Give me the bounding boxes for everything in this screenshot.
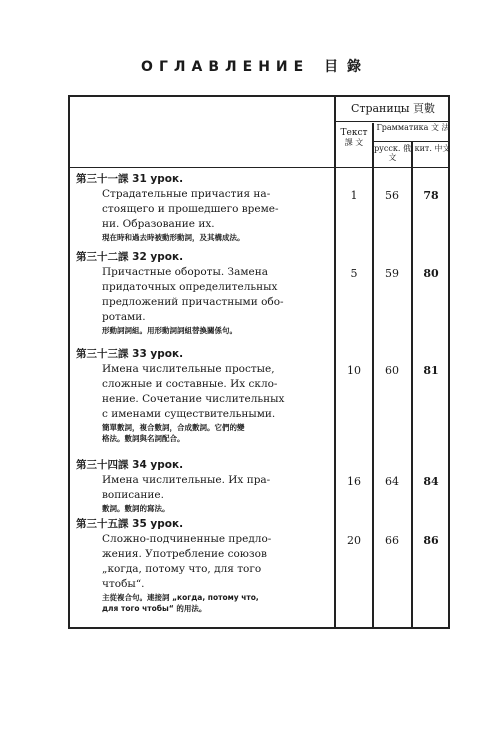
lesson-description: придаточных определительных: [102, 281, 278, 293]
lesson-description: Сложно-подчиненные предло-: [102, 533, 272, 545]
lesson-description: ни. Образование их.: [102, 218, 215, 230]
lesson-description: предложений причастными обо-: [102, 296, 284, 308]
page-number-rus: 64: [385, 475, 399, 488]
toc-entry: [76, 347, 326, 444]
page-title: [0, 56, 504, 76]
toc-entry: [76, 458, 326, 514]
lesson-description-chinese: 數詞。數詞的寫法。: [102, 504, 170, 513]
lesson-description: Причастные обороты. Замена: [102, 266, 268, 278]
lesson-description: вописание.: [102, 489, 164, 501]
text-header-zh: 課 文: [344, 137, 364, 147]
lesson-description: Страдательные причастия на-: [102, 188, 271, 200]
lesson-description-chinese: 主從複合句。連接詞 „когда, потому что,: [102, 593, 259, 602]
lesson-description-chinese: 形動詞詞組。用形動詞詞組替換關係句。: [102, 326, 237, 335]
lesson-heading: 第三十四課 34 урок.: [76, 459, 184, 471]
lesson-description: чтобы“.: [102, 578, 145, 590]
page-number-kit: 84: [423, 475, 439, 488]
russian-grammar-header: русск. 俄文: [374, 144, 411, 162]
lesson-description: стоящего и прошедшего време-: [102, 203, 279, 215]
page-number-rus: 60: [385, 364, 399, 377]
lesson-description: нение. Сочетание числительных: [102, 393, 285, 405]
lesson-heading: 第三十三課 33 урок.: [76, 348, 184, 360]
lesson-description-chinese: 格法。數詞與名詞配合。: [102, 434, 185, 443]
lesson-description: с именами существительными.: [102, 408, 276, 420]
lesson-heading: 第三十五課 35 урок.: [76, 518, 184, 530]
toc-entry: [76, 517, 326, 614]
chinese-grammar-header: кит. 中文: [414, 144, 451, 153]
page-number-kit: 86: [423, 534, 439, 547]
page-number-kit: 80: [423, 267, 439, 280]
page-number-text: 20: [347, 534, 361, 547]
toc-entry: [76, 172, 326, 243]
page-number-rus: 56: [385, 189, 399, 202]
contents-table: [68, 95, 450, 629]
lesson-description: Имена числительные. Их пра-: [102, 474, 271, 486]
text-header: [336, 129, 372, 148]
page-number-kit: 81: [423, 364, 439, 377]
lesson-description: жения. Употребление союзов: [102, 548, 267, 560]
lesson-heading: 第三十一課 31 урок.: [76, 173, 184, 185]
grammar-header: Грамматика 文 法: [376, 123, 450, 132]
page-number-text: 1: [350, 189, 358, 202]
page-number-kit: 78: [423, 189, 439, 202]
divider: [334, 97, 336, 627]
lesson-description: Имена числительные простые,: [102, 363, 275, 375]
lesson-description-chinese: 簡單數詞，複合數詞，合成數詞。它們的變: [102, 423, 245, 432]
title-chinese: 目 錄: [324, 59, 363, 75]
lesson-description: „когда, потому что, для того: [102, 563, 262, 575]
page-number-text: 16: [347, 475, 361, 488]
lesson-description: ротами.: [102, 311, 146, 323]
lesson-heading: 第三十二課 32 урок.: [76, 251, 184, 263]
lesson-description: сложные и составные. Их скло-: [102, 378, 278, 390]
divider: [70, 167, 448, 168]
page-number-rus: 66: [385, 534, 399, 547]
page-number-text: 5: [350, 267, 358, 280]
page-number-text: 10: [347, 364, 361, 377]
divider: [411, 167, 413, 627]
divider: [334, 121, 448, 122]
text-header-ru: Текст: [340, 128, 368, 138]
toc-entry: [76, 250, 326, 336]
title-russian: ОГЛАВЛЕНИЕ: [141, 59, 310, 75]
lesson-description-chinese: 現在時和過去時被動形動詞，及其構成法。: [102, 233, 245, 242]
page-number-rus: 59: [385, 267, 399, 280]
divider: [372, 141, 448, 142]
lesson-description-chinese: для того чтобы“ 的用法。: [102, 604, 207, 613]
pages-header: Страницы 頁數: [350, 102, 436, 115]
